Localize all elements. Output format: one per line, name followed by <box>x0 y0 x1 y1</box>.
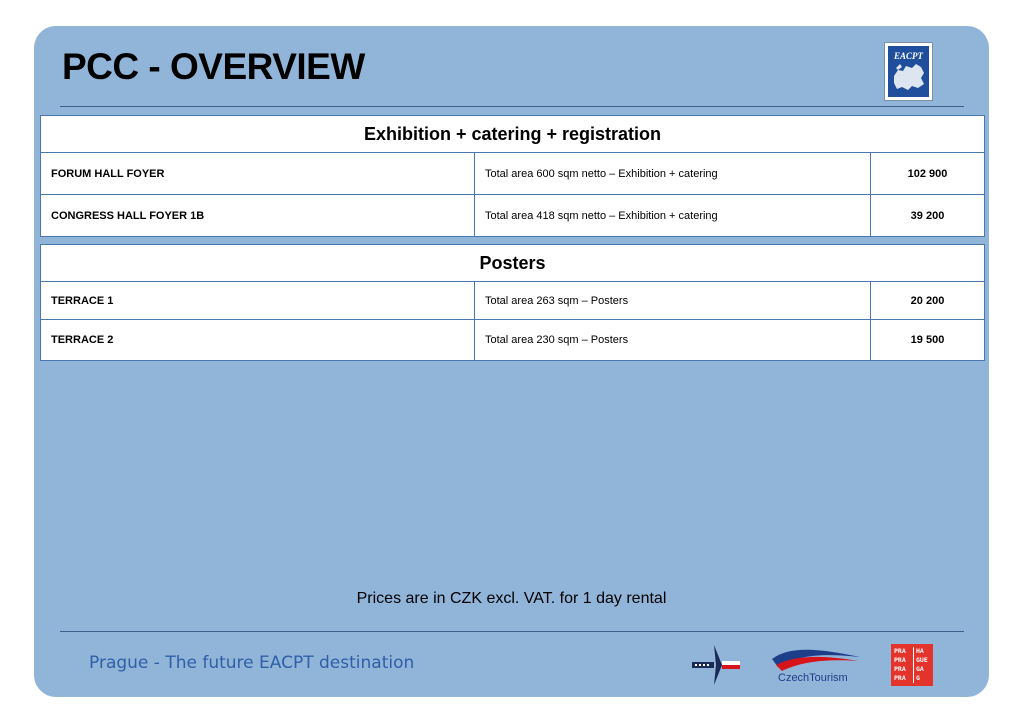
praha-logo-text: GUE <box>913 656 930 665</box>
praha-logo <box>891 644 933 686</box>
czech-republic-logo <box>692 645 742 685</box>
footer-divider <box>60 631 964 632</box>
eacpt-logo <box>884 42 933 101</box>
posters-table <box>40 244 985 361</box>
section-heading: Exhibition + catering + registration <box>41 116 985 153</box>
exhibition-table <box>40 115 985 237</box>
venue-description: Total area 230 sqm – Posters <box>475 320 871 361</box>
table-row <box>41 282 985 320</box>
venue-description: Total area 600 sqm netto – Exhibition + catering <box>475 153 871 195</box>
table-row <box>41 195 985 237</box>
footer-tagline: Prague - The future EACPT destination <box>89 653 415 673</box>
table-row <box>41 153 985 195</box>
price-note: Prices are in CZK excl. VAT. for 1 day rental <box>356 590 667 607</box>
table-row <box>41 320 985 361</box>
praha-logo-text: PRA <box>894 665 906 673</box>
venue-price: 102 900 <box>871 153 985 195</box>
venue-name: FORUM HALL FOYER <box>41 153 475 195</box>
venue-price: 19 500 <box>871 320 985 361</box>
venue-name: TERRACE 2 <box>41 320 475 361</box>
swoosh-icon <box>768 645 864 673</box>
praha-logo-text: HA <box>913 647 930 656</box>
czech-tourism-logo <box>768 645 864 687</box>
venue-price: 20 200 <box>871 282 985 320</box>
venue-name: CONGRESS HALL FOYER 1B <box>41 195 475 237</box>
praha-logo-text: PRA <box>894 674 906 682</box>
page-title: PCC - OVERVIEW <box>62 46 365 87</box>
europe-map-icon <box>888 46 929 97</box>
praha-logo-text: PRA <box>894 656 906 664</box>
venue-description: Total area 263 sqm – Posters <box>475 282 871 320</box>
header-divider <box>60 106 964 107</box>
venue-description: Total area 418 sqm netto – Exhibition + catering <box>475 195 871 237</box>
czech-tourism-text: CzechTourism <box>778 672 848 684</box>
venue-price: 39 200 <box>871 195 985 237</box>
eacpt-logo-text: EACPT <box>893 51 923 61</box>
section-heading: Posters <box>41 245 985 282</box>
praha-logo-text: PRA <box>894 647 906 655</box>
praha-logo-text: G <box>913 674 930 683</box>
praha-logo-text: GA <box>913 665 930 674</box>
venue-name: TERRACE 1 <box>41 282 475 320</box>
